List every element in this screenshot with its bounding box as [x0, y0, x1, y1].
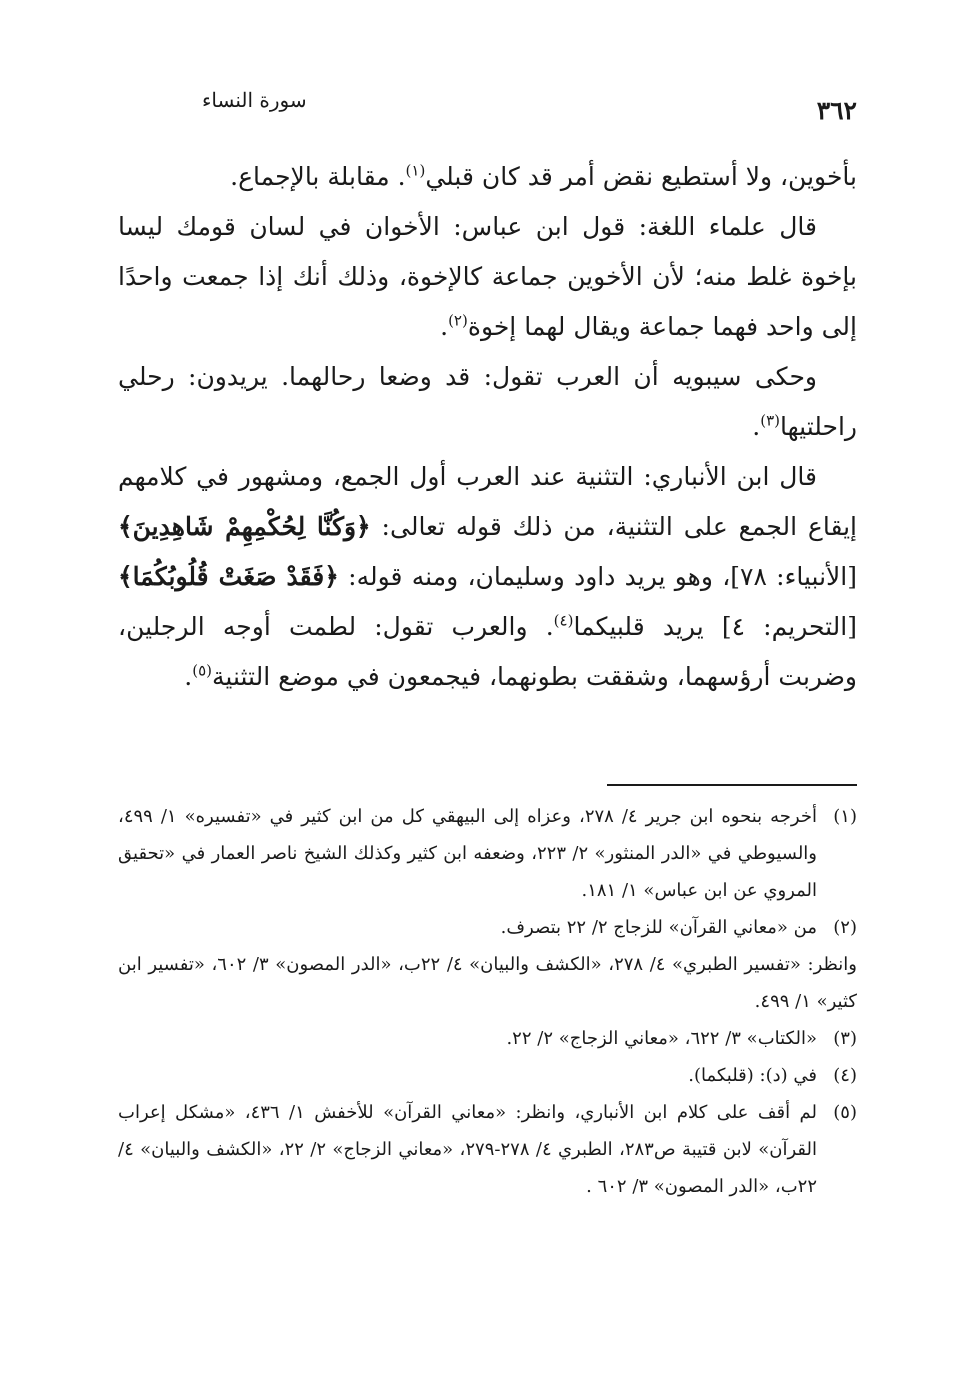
footnote	[118, 1020, 857, 1057]
footnote	[118, 909, 857, 946]
footnote-continuation: وانظر: «تفسير الطبري» ٤/ ٢٧٨، «الكشف والبيان» ٤/ ٢٢ب، «الدر المصون» ٣/ ٦٠٢، «تفسير ابن كثير» ١/ ٤٩٩.	[118, 954, 857, 1012]
footnote-text: من «معاني القرآن» للزجاج ٢/ ٢٢ بتصرف.	[500, 917, 817, 938]
paragraph-text: [الأنبياء: ٧٨]، وهو يريد داود وسليمان، ومنه قوله:	[338, 562, 857, 591]
footnote-number: (١)	[833, 806, 857, 827]
paragraph-text: . مقابلة بالإجماع.	[230, 162, 406, 191]
paragraph-text: .	[184, 662, 193, 691]
paragraph-text: قال علماء اللغة: قول ابن عباس: الأخوان في لسان قومك ليسا بإخوة غلط منه؛ لأن الأخوين جماعة كالإخوة، وذلك أنك إذا جمعت واحدًا إلى واحد فهما جماعة ويقال لهما إخوة	[118, 212, 857, 341]
footnote-text: أخرجه بنحوه ابن جرير ٤/ ٢٧٨، وعزاه إلى البيهقي كل من ابن كثير في «تفسيره» ١/ ٤٩٩، والسيوطي في «الدر المنثور» ٢/ ٢٢٣، وضعفه ابن كثير وكذلك الشيخ ناصر العمار في «تحقيق المروي عن ابن عباس» ١/ ١٨١.	[118, 806, 818, 901]
paragraph-text: .	[752, 412, 761, 441]
footnote-text: في (د): (قلبكما).	[688, 1065, 817, 1086]
footnote-ref[interactable]: (٤)	[553, 611, 574, 630]
quran-verse: ﴿فَقَدْ صَغَتْ قُلُوبُكُمَا﴾	[118, 562, 339, 591]
paragraph	[118, 152, 857, 202]
footnote-number: (٢)	[833, 917, 857, 938]
quran-verse: ﴿وَكُنَّا لِحُكْمِهِمْ شَاهِدِينَ﴾	[118, 512, 371, 541]
footnotes	[118, 798, 857, 1205]
paragraph-text: قال ابن الأنباري: التثنية عند العرب أول الجمع، ومشهور في كلامهم إيقاع الجمع على التثنية، من ذلك قوله تعالى:	[118, 462, 857, 541]
footnote-number: (٣)	[833, 1028, 857, 1049]
footnote	[118, 1057, 857, 1094]
footnote-number: (٤)	[833, 1065, 857, 1086]
footnote-ref[interactable]: (٣)	[760, 411, 781, 430]
footnote-ref[interactable]: (١)	[405, 161, 426, 180]
footnote-divider	[607, 784, 857, 786]
footnote-text: «الكتاب» ٣/ ٦٢٢، «معاني الزجاج» ٢/ ٢٢.	[506, 1028, 817, 1049]
footnote-text: لم أقف على كلام ابن الأنباري، وانظر: «معاني القرآن» للأخفش ١/ ٤٣٦، «مشكل إعراب القرآن» لابن قتيبة ص٢٨٣، الطبري ٤/ ٢٧٨-٢٧٩، «معاني الزجاج» ٢/ ٢٢، «الكشف والبيان» ٤/ ٢٢ب، «الدر المصون» ٣/ ٦٠٢ .	[118, 1102, 818, 1197]
paragraph-text: . والعرب تقول: لطمت أوجه الرجلين، وضربت أرؤسهما، وشققت بطونهما، فيجمعون في موضع التثنية	[118, 612, 857, 691]
running-head	[118, 88, 857, 128]
footnote-ref[interactable]: (٥)	[192, 661, 213, 680]
footnote	[118, 798, 857, 909]
paragraph-text: .	[440, 312, 449, 341]
main-text	[118, 152, 857, 702]
paragraph	[118, 352, 857, 452]
page-number: ٣٦٢	[816, 96, 857, 125]
footnote-ref[interactable]: (٢)	[448, 311, 468, 330]
paragraph-text: [التحريم: ٤] يريد قلبيكما	[573, 612, 857, 641]
paragraph	[118, 202, 857, 352]
footnote-number: (٥)	[833, 1102, 857, 1123]
paragraph	[118, 452, 857, 702]
paragraph-text: بأخوين، ولا أستطيع نقض أمر قد كان قبلي	[425, 162, 857, 191]
footnote	[118, 1094, 857, 1205]
paragraph-text: وحكى سيبويه أن العرب تقول: قد وضعا رحالهما. يريدون: رحلي راحلتيها	[118, 362, 857, 441]
surah-title: سورة النساء	[202, 88, 307, 112]
